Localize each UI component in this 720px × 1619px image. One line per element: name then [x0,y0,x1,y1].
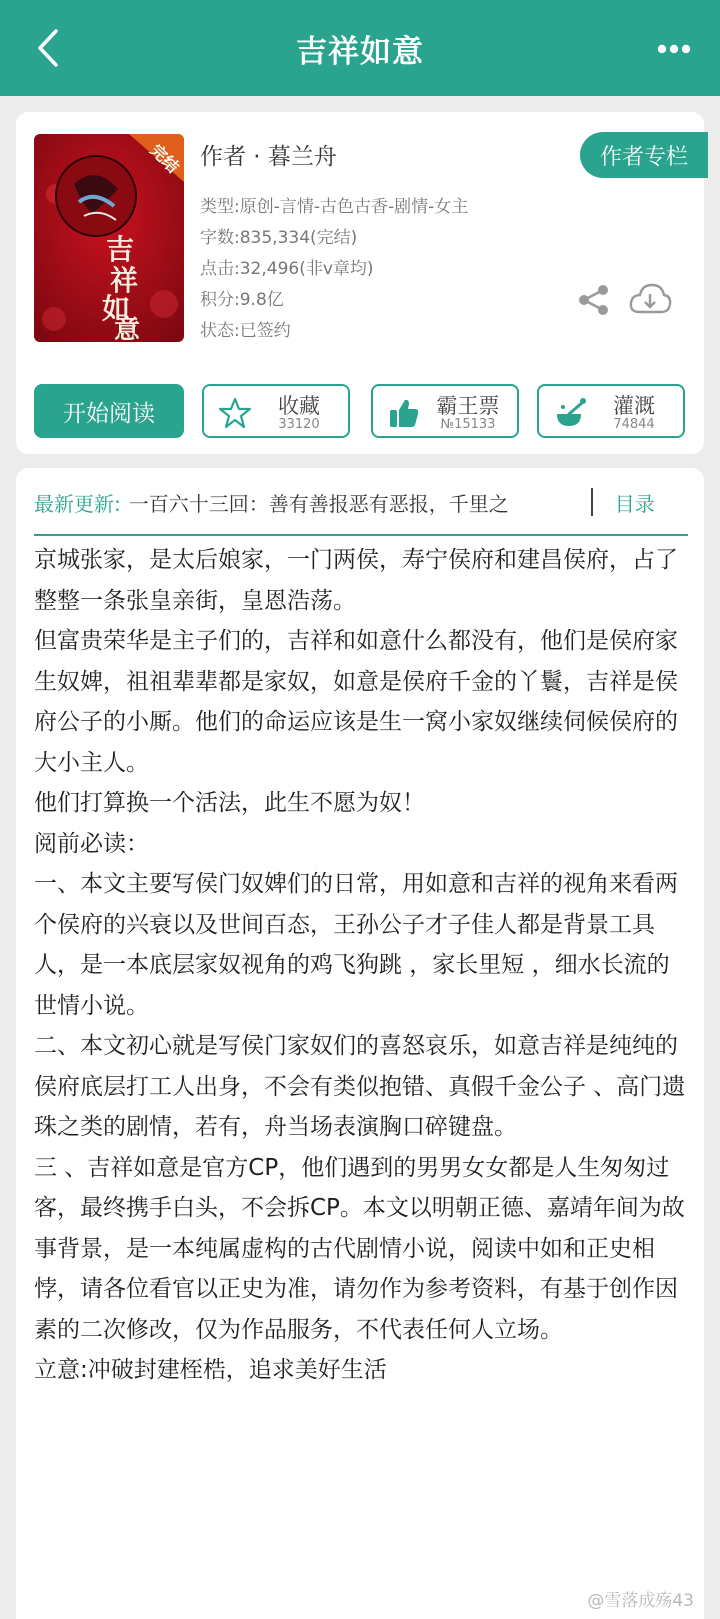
desc-paragraph-7: 三 、吉祥如意是官方CP，他们遇到的男男女女都是人生匆匆过客，最终携手白头，不会拆CP。本文以明朝正德、嘉靖年间为故事背景，是一本纯属虚构的古代剧情小说，阅读中如和正史相悖，请各位看官以正史为准，请勿作为参考资料，有基于创作因素的二次修改，仅为作品服务，不代表任何人立场。 [34,1154,685,1343]
description-card [16,468,704,1619]
irrigate-count: 74844 [613,417,655,432]
thumbs-up-icon [387,396,421,430]
book-description [34,540,690,1391]
desc-paragraph-6: 二、本文初心就是写侯门家奴们的喜怒哀乐，如意吉祥是纯纯的侯府底层打工人出身，不会有类似抱错、真假千金公子 、高门遗珠之类的剧情，若有，舟当场表演胸口碎键盘。 [34,1033,686,1140]
meta-clicks: 点击:32,496(非v章均) [200,259,374,279]
latest-update-label: 最新更新: [34,491,121,516]
book-cover[interactable] [34,134,184,342]
chevron-left-icon [36,28,60,68]
directory-link[interactable]: 目录 [614,491,655,516]
irrigate-label: 灌溉 [613,394,655,418]
divider [591,488,593,516]
desc-paragraph-3: 他们打算换一个活法，此生不愿为奴！ [34,790,425,816]
meta-points: 积分:9.8亿 [200,290,284,310]
book-info-card [16,112,704,454]
watering-can-icon [553,396,587,430]
cover-title-3: 如 [102,292,131,325]
download-cloud-icon[interactable] [628,280,672,320]
book-meta [200,192,468,347]
back-button[interactable] [26,26,70,70]
latest-update-bar[interactable] [34,482,688,522]
desc-paragraph-5: 一、本文主要写侯门奴婢们的日常，用如意和吉祥的视角来看两个侯府的兴衰以及世间百态，王孙公子才子佳人都是背景工具人，是一本底层家奴视角的鸡飞狗跳 ，家长里短 ，细水长流的世情小说。 [34,871,678,1019]
top-bar [0,0,720,96]
update-underline [34,534,688,536]
author-name[interactable]: 作者 · 暮兰舟 [200,144,337,170]
cover-title-4: 意 [114,315,141,342]
page-title: 吉祥如意 [296,33,424,70]
watermark: @雪落成殇43 [587,1591,694,1611]
bawang-ticket-button[interactable] [371,384,519,438]
favorite-button[interactable] [202,384,350,438]
meta-status: 状态:已签约 [200,321,291,341]
cover-title-1: 吉 [106,233,135,266]
favorite-label: 收藏 [278,394,320,418]
desc-paragraph-8: 立意:冲破封建桎梏，追求美好生活 [34,1357,387,1383]
author-column-button[interactable]: 作者专栏 [580,132,708,178]
desc-paragraph-1: 京城张家，是太后娘家，一门两侯，寿宁侯府和建昌侯府，占了整整一条张皇亲街，皇恩浩荡。 [34,547,678,614]
latest-update-chapter[interactable]: 一百六十三回：善有善报恶有恶报，千里之 [128,491,509,516]
irrigate-button[interactable] [537,384,685,438]
start-reading-button[interactable]: 开始阅读 [34,384,184,438]
meta-genre: 类型:原创-言情-古色古香-剧情-女主 [200,197,469,217]
desc-paragraph-4: 阅前必读： [34,830,149,857]
more-button[interactable] [654,32,694,66]
action-buttons [34,384,688,438]
bawang-label: 霸王票 [436,394,500,418]
star-icon [218,396,252,430]
desc-paragraph-2: 但富贵荣华是主子们的，吉祥和如意什么都没有，他们是侯府家生奴婢，祖祖辈辈都是家奴，如意是侯府千金的丫鬟，吉祥是侯府公子的小厮。他们的命运应该是生一窝小家奴继续伺候侯府的大小主人。 [34,628,678,776]
meta-word-count: 字数:835,334(完结) [200,228,358,248]
bawang-count: №15133 [440,417,496,432]
share-icon[interactable] [576,282,612,318]
cover-title-2: 祥 [110,264,139,297]
status-tag: 完结 [146,140,183,177]
more-dots-icon [657,44,691,54]
favorite-count: 33120 [278,417,320,432]
